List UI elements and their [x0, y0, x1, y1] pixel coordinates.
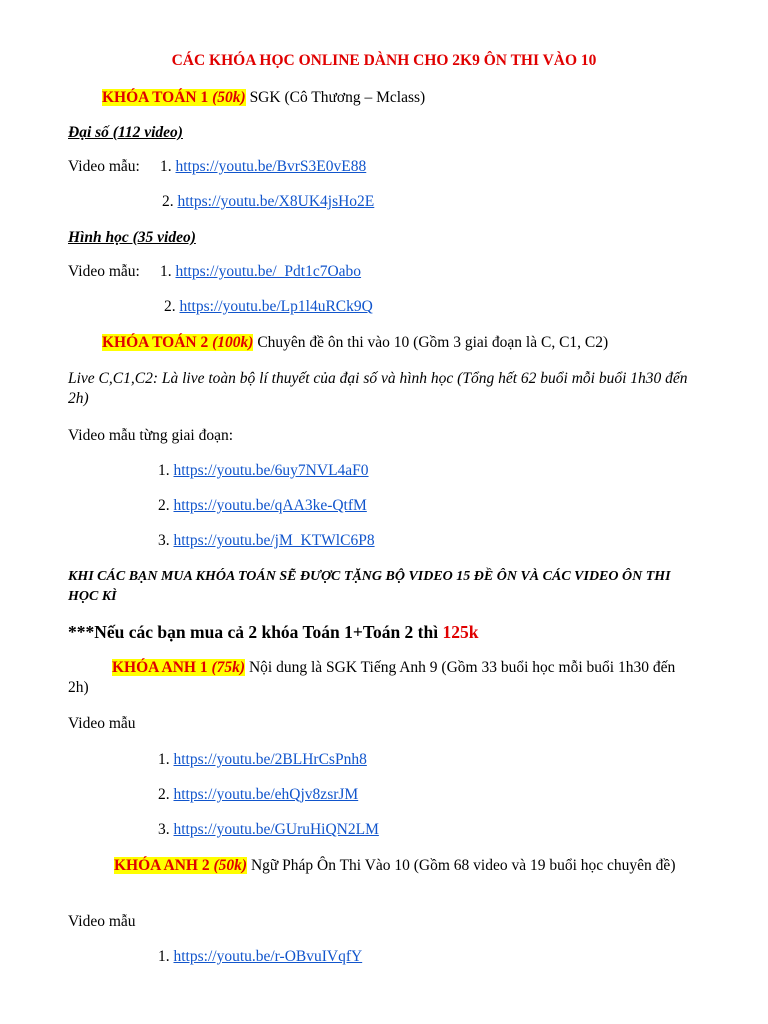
- sample-video-item: [158, 531, 375, 551]
- video-link[interactable]: https://youtu.be/GUruHiQN2LM: [173, 821, 379, 838]
- course-name: KHÓA TOÁN 2: [102, 334, 209, 351]
- video-link[interactable]: https://youtu.be/ehQjv8zsrJM: [173, 786, 359, 803]
- item-number: 1.: [158, 751, 174, 768]
- course-name: KHÓA ANH 2: [114, 857, 210, 874]
- section-hinh-hoc-heading: Hình học (35 video): [68, 229, 196, 246]
- item-number: 2.: [158, 497, 174, 514]
- course-description: SGK (Cô Thương – Mclass): [245, 89, 426, 106]
- course-toan-1-heading: [102, 88, 425, 108]
- item-number: 1.: [160, 158, 176, 175]
- combo-price: 125k: [442, 622, 479, 642]
- video-link[interactable]: https://youtu.be/r-OBvuIVqfY: [173, 948, 363, 965]
- video-link[interactable]: https://youtu.be/Lp1l4uRCk9Q: [179, 298, 373, 315]
- course-toan-2-note: Live C,C1,C2: Là live toàn bộ lí thuyết của đại số và hình học (Tổng hết 62 buổi mỗi buổi 1h30 đến 2h): [68, 370, 688, 407]
- course-anh-1-highlight: [112, 659, 245, 676]
- video-link[interactable]: https://youtu.be/2BLHrCsPnh8: [173, 751, 367, 768]
- sample-video-label: Video mẫu: [68, 715, 136, 732]
- video-link[interactable]: https://youtu.be/6uy7NVL4aF0: [173, 462, 369, 479]
- item-number: 3.: [158, 821, 174, 838]
- course-toan-2-heading: [102, 333, 608, 353]
- course-anh-2-heading: [68, 856, 698, 876]
- sample-video-item: [158, 461, 369, 481]
- sample-video-item: [160, 262, 361, 282]
- sample-video-item: [162, 192, 374, 212]
- video-link[interactable]: https://youtu.be/qAA3ke-QtfM: [173, 497, 367, 514]
- page-title: CÁC KHÓA HỌC ONLINE DÀNH CHO 2K9 ÔN THI VÀO 10: [171, 52, 597, 69]
- course-anh-1-heading: [68, 658, 698, 698]
- course-description: Ngữ Pháp Ôn Thi Vào 10 (Gồm 68 video và 19 buổi học chuyên đề): [247, 857, 676, 874]
- course-price: (75k): [211, 659, 246, 676]
- video-link[interactable]: https://youtu.be/X8UK4jsHo2E: [177, 193, 375, 210]
- video-link[interactable]: https://youtu.be/_Pdt1c7Oabo: [175, 263, 362, 280]
- video-link[interactable]: https://youtu.be/jM_KTWlC6P8: [173, 532, 375, 549]
- sample-video-label: Video mẫu:: [68, 158, 140, 175]
- item-number: 1.: [158, 462, 174, 479]
- course-description: Chuyên đề ôn thi vào 10 (Gồm 3 giai đoạn là C, C1, C2): [253, 334, 609, 351]
- sample-video-item: [158, 785, 358, 805]
- sample-video-item: [158, 750, 367, 770]
- course-toan-1-highlight: [102, 89, 246, 106]
- combo-offer: [68, 622, 478, 642]
- sample-video-item: [158, 820, 379, 840]
- course-name: KHÓA TOÁN 1: [102, 89, 209, 106]
- course-anh-2-highlight: [114, 857, 247, 874]
- course-description: Nội dung là SGK Tiếng Anh 9 (Gồm 33 buổi học mỗi buổi 1h30 đến 2h): [68, 659, 676, 696]
- sample-video-item: [158, 947, 362, 967]
- item-number: 1.: [160, 263, 176, 280]
- sample-video-label: Video mẫu từng giai đoạn:: [68, 427, 234, 444]
- video-link[interactable]: https://youtu.be/BvrS3E0vE88: [175, 158, 367, 175]
- course-price: (50k): [212, 89, 246, 106]
- sample-video-item: [160, 157, 366, 177]
- item-number: 2.: [162, 193, 178, 210]
- sample-video-label: Video mẫu:: [68, 263, 140, 280]
- promo-note: KHI CÁC BẠN MUA KHÓA TOÁN SẼ ĐƯỢC TẶNG BỘ VIDEO 15 ĐỀ ÔN VÀ CÁC VIDEO ÔN THI HỌC KÌ: [68, 569, 671, 604]
- sample-video-label: Video mẫu: [68, 913, 136, 930]
- section-dai-so-heading: Đại số (112 video): [68, 124, 183, 141]
- item-number: 3.: [158, 532, 174, 549]
- combo-text: ***Nếu các bạn mua cả 2 khóa Toán 1+Toán 2 thì: [68, 622, 443, 642]
- sample-video-item: [158, 496, 367, 516]
- sample-video-item: [164, 297, 373, 317]
- item-number: 1.: [158, 948, 174, 965]
- course-price: (50k): [213, 857, 248, 874]
- item-number: 2.: [158, 786, 174, 803]
- item-number: 2.: [164, 298, 180, 315]
- course-toan-2-highlight: [102, 334, 253, 351]
- course-name: KHÓA ANH 1: [112, 659, 208, 676]
- course-price: (100k): [212, 334, 254, 351]
